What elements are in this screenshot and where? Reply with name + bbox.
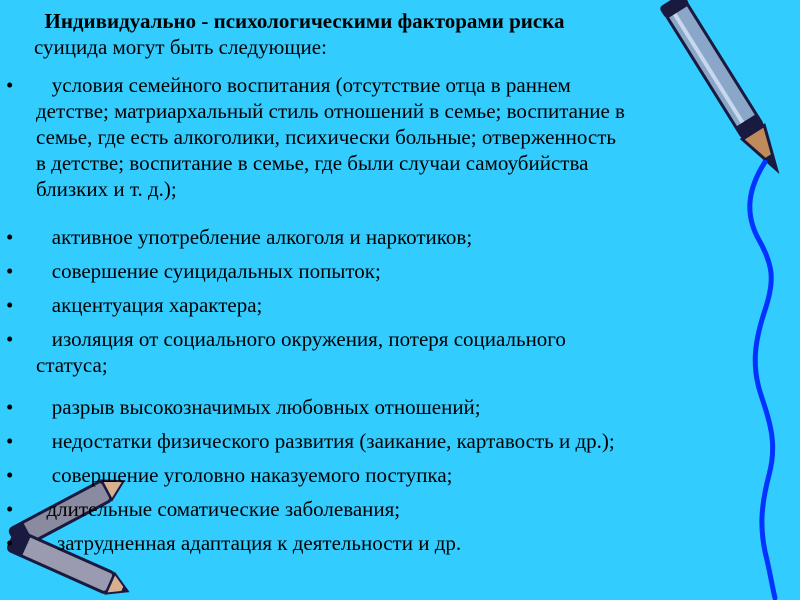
bullet: • — [6, 429, 14, 453]
bullet: • — [6, 497, 14, 521]
list-item-text: активное употребление алкоголя и наркотиков; — [36, 225, 473, 249]
list-item-text: детстве; матриархальный стиль отношений в семье; воспитание в — [36, 99, 625, 123]
list-item-text: изоляция от социального окружения, потеря социального — [36, 327, 566, 351]
list-item-text: длительные соматические заболевания; — [36, 497, 401, 521]
list-item-text: акцентуация характера; — [36, 293, 263, 317]
bullet: • — [6, 73, 14, 97]
list-item-text: близких и т. д.); — [36, 177, 177, 201]
list-item-text: совершение уголовно наказуемого поступка; — [36, 463, 453, 487]
intro-line-1 — [34, 8, 754, 34]
list-item-text: недостатки физического развития (заикание, картавость и др.); — [36, 429, 615, 453]
intro-paragraph — [34, 8, 754, 60]
intro-bold: Индивидуально - психологическими факторами риска — [44, 9, 565, 33]
list-item-text: в детстве; воспитание в семье, где были случаи самоубийства — [36, 151, 589, 175]
bullet: • — [6, 463, 14, 487]
list-item-text: разрыв высокозначимых любовных отношений; — [36, 395, 481, 419]
bullet: • — [6, 259, 14, 283]
bullet: • — [6, 531, 14, 555]
intro-line-2: суицида могут быть следующие: — [34, 35, 327, 59]
list-item-text: условия семейного воспитания (отсутствие отца в раннем — [36, 73, 571, 97]
bullet: • — [6, 293, 14, 317]
bullet: • — [6, 327, 14, 351]
bullet: • — [6, 225, 14, 249]
list-item-text: совершение суицидальных попыток; — [36, 259, 381, 283]
bullet: • — [6, 395, 14, 419]
list-item-text: статуса; — [36, 353, 108, 377]
list-item-text: семье, где есть алкоголики, психически больные; отверженность — [36, 125, 616, 149]
list-item-text: затрудненная адаптация к деятельности и др. — [36, 531, 462, 555]
